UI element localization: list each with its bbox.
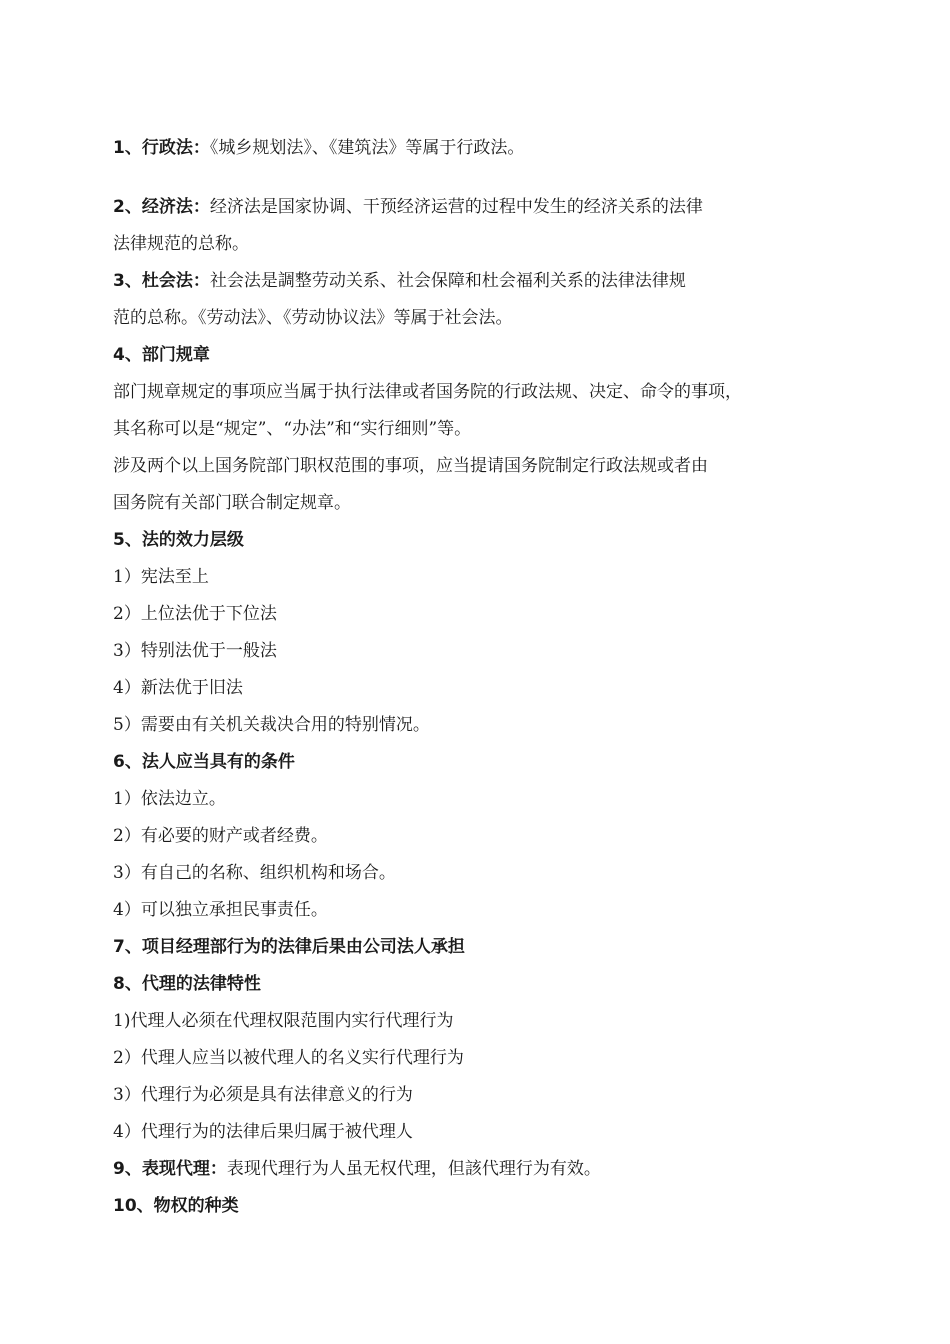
line-text: 经济法是国家协调、干预经济运营的过程中发生的经济关系的法律 <box>209 197 703 217</box>
heading: 5、法的效力层级 <box>113 530 244 550</box>
line-17 <box>113 751 295 773</box>
line-22 <box>113 936 465 958</box>
line-12 <box>113 566 209 588</box>
line-26 <box>113 1084 413 1106</box>
line-text: 4）可以独立承担民事责任。 <box>113 900 328 920</box>
line-29 <box>113 1195 239 1217</box>
line-5 <box>113 307 513 329</box>
line-text: 2）上位法优于下位法 <box>113 604 277 624</box>
line-text: 2）有必要的财产或者经费。 <box>113 826 328 846</box>
line-text: 3）代理行为必须是具有法律意义的行为 <box>113 1085 413 1105</box>
line-3 <box>113 233 249 255</box>
line-text: 涉及两个以上国务院部门职权范围的事项，应当提请国务院制定行政法规或者由 <box>113 456 708 476</box>
line-19 <box>113 825 328 847</box>
line-7 <box>113 381 742 403</box>
line-14 <box>113 640 277 662</box>
line-2 <box>113 196 703 218</box>
line-text: 5）需要由有关机关裁决合用的特别情况。 <box>113 715 430 735</box>
line-20 <box>113 862 396 884</box>
heading: 1、行政法： <box>113 138 210 158</box>
line-text: 3）特别法优于一般法 <box>113 641 277 661</box>
line-8 <box>113 418 471 440</box>
line-11 <box>113 529 244 551</box>
line-text: 1）宪法至上 <box>113 567 209 587</box>
line-27 <box>113 1121 413 1143</box>
heading: 3、杜会法： <box>113 271 210 291</box>
line-text: 其名称可以是“规定”、“办法”和“实行细则”等。 <box>113 419 472 439</box>
heading: 9、表现代理： <box>113 1159 227 1179</box>
line-text: 表现代理行为人虽无权代理，但該代理行为有效。 <box>226 1159 601 1179</box>
line-15 <box>113 677 243 699</box>
line-text: 《城乡规划法》、《建筑法》等属于行政法。 <box>209 138 525 158</box>
line-6 <box>113 344 210 366</box>
line-4 <box>113 270 686 292</box>
line-23 <box>113 973 261 995</box>
line-25 <box>113 1047 464 1069</box>
line-text: 范的总称。《劳动法》、《劳动协议法》等属于社会法。 <box>113 308 513 328</box>
line-text: 1)代理人必须在代理权限范围内实行代理行为 <box>113 1011 454 1031</box>
line-16 <box>113 714 430 736</box>
heading: 7、项目经理部行为的法律后果由公司法人承担 <box>113 937 465 957</box>
line-text: 部门规章规定的事项应当属于执行法律或者国务院的行政法规、决定、命令的事项， <box>113 382 742 402</box>
line-28 <box>113 1158 601 1180</box>
line-9 <box>113 455 708 477</box>
heading: 8、代理的法律特性 <box>113 974 261 994</box>
line-text: 3）有自己的名称、组织机构和场合。 <box>113 863 396 883</box>
heading: 10、物权的种类 <box>113 1196 239 1216</box>
heading: 6、法人应当具有的条件 <box>113 752 295 772</box>
line-text: 法律规范的总称。 <box>113 234 249 254</box>
line-10 <box>113 492 351 514</box>
line-text: 1）依法边立。 <box>113 789 226 809</box>
line-text: 4）代理行为的法律后果归属于被代理人 <box>113 1122 413 1142</box>
line-text: 2）代理人应当以被代理人的名义实行代理行为 <box>113 1048 464 1068</box>
line-21 <box>113 899 328 921</box>
line-1 <box>113 137 524 159</box>
line-13 <box>113 603 277 625</box>
heading: 4、部门规章 <box>113 345 210 365</box>
line-18 <box>113 788 226 810</box>
line-text: 国务院有关部门联合制定规章。 <box>113 493 351 513</box>
line-text: 4）新法优于旧法 <box>113 678 243 698</box>
heading: 2、经济法： <box>113 197 210 217</box>
line-24 <box>113 1010 453 1032</box>
line-text: 社会法是調整劳动关系、社会保障和杜会福利关系的法律法律规 <box>209 271 686 291</box>
